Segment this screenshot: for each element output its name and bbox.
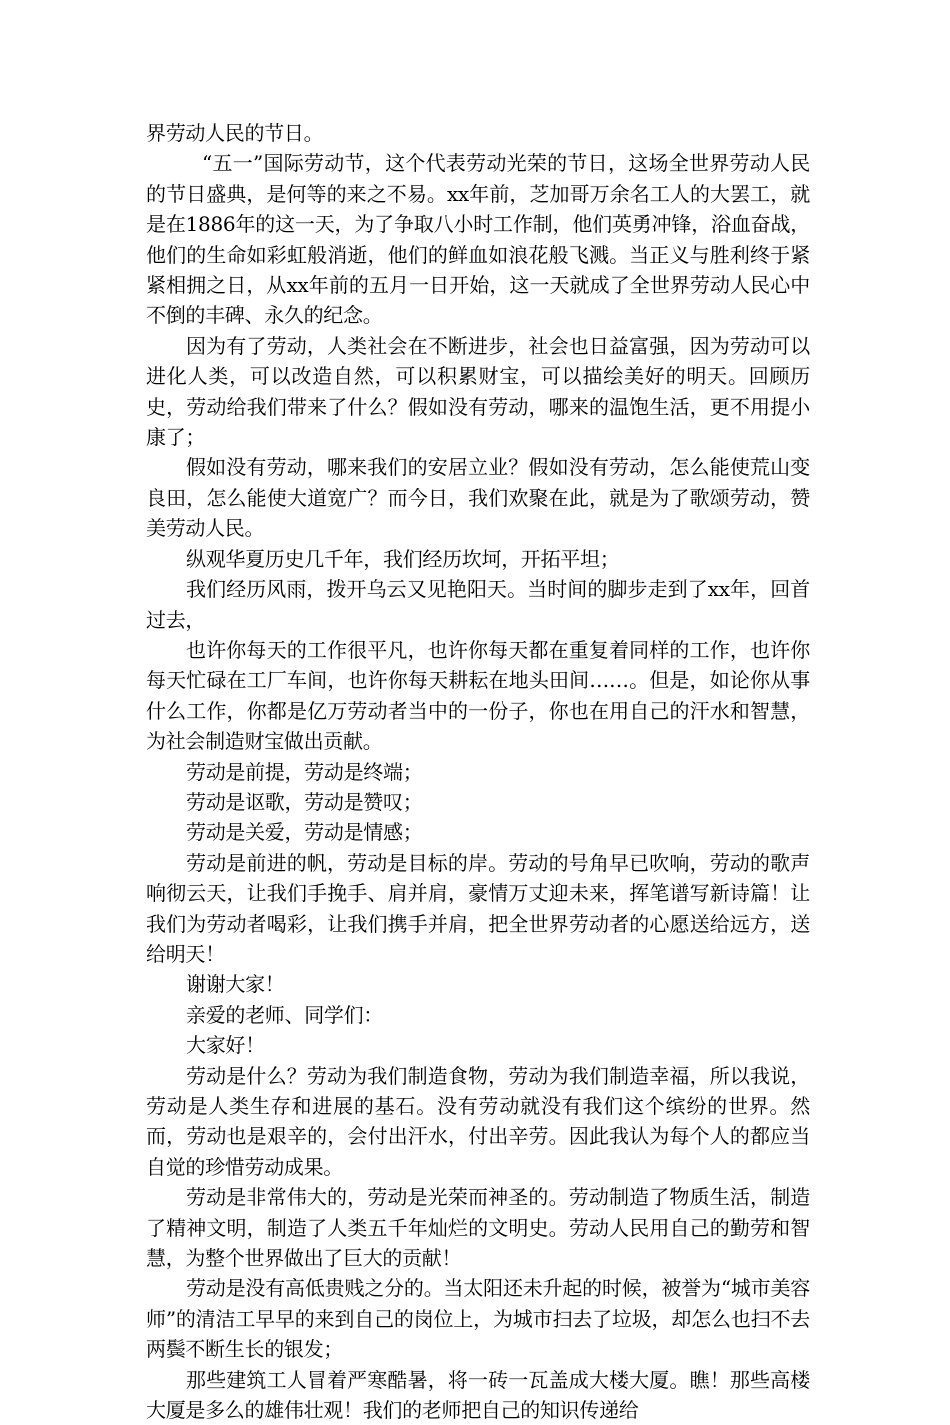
paragraph: 那些建筑工人冒着严寒酷暑，将一砖一瓦盖成大楼大厦。瞧！那些高楼大厦是多么的雄伟壮观！我们的老师把自己的知识传递给 [146, 1367, 810, 1423]
paragraph: 谢谢大家！ [186, 972, 285, 997]
paragraph: 纵观华夏历史几千年，我们经历坎坷，开拓平坦； [186, 546, 620, 571]
paragraph: 劳动是前进的帆，劳动是目标的岸。劳动的号角早已吹响，劳动的歌声响彻云天，让我们手挽手、肩并肩，豪情万丈迎未来，挥笔谱写新诗篇！让我们为劳动者喝彩，让我们携手并肩，把全世界劳动者的心愿送给远方，送给明天！ [146, 850, 810, 966]
paragraph: 劳动是讴歌，劳动是赞叹； [186, 789, 423, 814]
paragraph: 因为有了劳动，人类社会在不断进步，社会也日益富强，因为劳动可以进化人类，可以改造自然，可以积累财宝，可以描绘美好的明天。回顾历史，劳动给我们带来了什么？假如没有劳动，哪来的温饱生活，更不用提小康了； [146, 333, 810, 450]
paragraph: 劳动是前提，劳动是终端； [186, 759, 423, 784]
paragraph: 劳动是什么？劳动为我们制造食物，劳动为我们制造幸福，所以我说，劳动是人类生存和进展的基石。没有劳动就没有我们这个缤纷的世界。然而，劳动也是艰辛的，会付出汗水，付出辛劳。因此我认为每个人的都应当自觉的珍惜劳动成果。 [146, 1063, 810, 1179]
paragraph: 亲爱的老师、同学们： [186, 1002, 383, 1027]
paragraph: 劳动是非常伟大的，劳动是光荣而神圣的。劳动制造了物质生活，制造了精神文明，制造了人类五千年灿烂的文明史。劳动人民用自己的勤劳和智慧，为整个世界做出了巨大的贡献！ [146, 1185, 810, 1271]
paragraph: 大家好！ [186, 1033, 265, 1058]
paragraph: 假如没有劳动，哪来我们的安居立业？假如没有劳动，怎么能使荒山变良田，怎么能使大道宽广？而今日，我们欢聚在此，就是为了歌颂劳动，赞美劳动人民。 [146, 455, 810, 541]
paragraph: 劳动是关爱，劳动是情感； [186, 820, 423, 845]
document-body [146, 118, 810, 1425]
paragraph: “五一”国际劳动节，这个代表劳动光荣的节日，这场全世界劳动人民的节日盛典，是何等的来之不易。xx年前，芝加哥万余名工人的大罢工，就是在1886年的这一天，为了争取八小时工作制，他们英勇冲锋，浴血奋战，他们的生命如彩虹般消逝，他们的鲜血如浪花般飞溅。当正义与胜利终于紧紧相拥之日，从xx年前的五月一日开始，这一天就成了全世界劳动人民心中不倒的丰碑、永久的纪念。 [146, 151, 810, 328]
paragraph: 也许你每天的工作很平凡，也许你每天都在重复着同样的工作，也许你每天忙碌在工厂车间，也许你每天耕耘在地头田间……。但是，如论你从事什么工作，你都是亿万劳动者当中的一份子，你也在用自己的汗水和智慧，为社会制造财宝做出贡献。 [146, 637, 810, 754]
paragraph: 劳动是没有高低贵贱之分的。当太阳还未升起的时候，被誉为“城市美容师”的清洁工早早的来到自己的岗位上，为城市扫去了垃圾，却怎么也扫不去两鬓不断生长的银发； [146, 1276, 810, 1362]
paragraph: 界劳动人民的节日。 [146, 121, 324, 145]
paragraph: 我们经历风雨，拨开乌云又见艳阳天。当时间的脚步走到了xx年，回首过去， [146, 577, 810, 632]
